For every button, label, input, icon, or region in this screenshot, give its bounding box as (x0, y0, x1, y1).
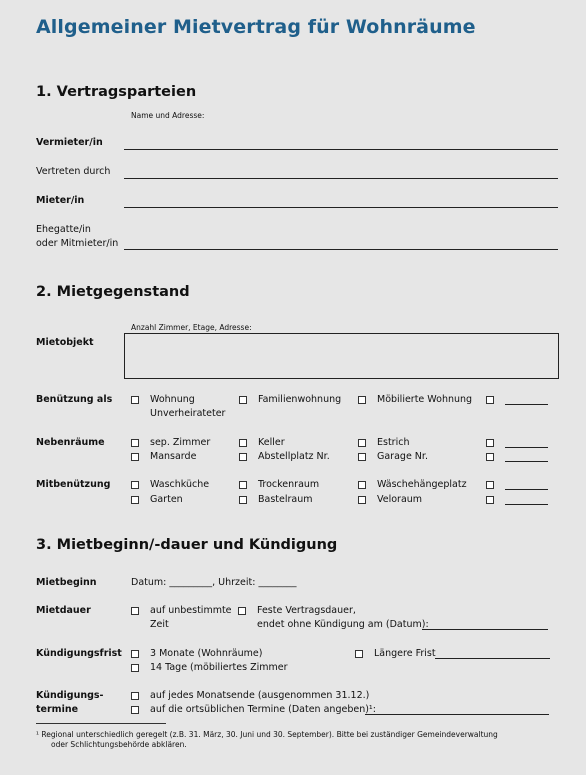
feste-vertragsdauer-date-field[interactable] (422, 629, 548, 630)
option-keller: Keller (258, 437, 285, 448)
mietdauer-label: Mietdauer (36, 605, 91, 616)
option-bastelraum: Bastelraum (258, 494, 313, 505)
kuendigungstermine-label-line1: Kündigungs- (36, 690, 104, 701)
footnote-line2: oder Schlichtungsbehörde abklären. (51, 740, 187, 749)
mietobjekt-hint: Anzahl Zimmer, Etage, Adresse: (131, 323, 252, 332)
option-sep-zimmer: sep. Zimmer (150, 437, 211, 448)
section-2-heading: 2. Mietgegenstand (36, 284, 190, 300)
nebenraeume-other-field-1[interactable] (505, 447, 548, 448)
mietobjekt-field[interactable] (124, 333, 559, 379)
option-garten: Garten (150, 494, 183, 505)
mieter-field[interactable] (124, 207, 558, 208)
option-moebilierte-wohnung: Möbilierte Wohnung (377, 394, 473, 405)
option-veloraum: Veloraum (377, 494, 423, 505)
checkbox-ortsuebliche-termine[interactable] (131, 706, 139, 714)
checkbox-veloraum[interactable] (358, 496, 366, 504)
checkbox-abstellplatz[interactable] (239, 453, 247, 461)
benuetzung-other-field[interactable] (505, 404, 548, 405)
checkbox-waschkueche[interactable] (131, 481, 139, 489)
checkbox-garage[interactable] (358, 453, 366, 461)
ehegatte-label-line1: Ehegatte/in (36, 224, 91, 235)
checkbox-sep-zimmer[interactable] (131, 439, 139, 447)
option-familienwohnung: Familienwohnung (258, 394, 342, 405)
checkbox-familienwohnung[interactable] (239, 396, 247, 404)
checkbox-mitbenuetzung-other-1[interactable] (486, 481, 494, 489)
kuendigungsfrist-label: Kündigungsfrist (36, 648, 122, 659)
section-1-heading: 1. Vertragsparteien (36, 84, 197, 100)
option-trockenraum: Trockenraum (258, 479, 320, 490)
kuendigungstermine-label-line2: termine (36, 704, 79, 715)
mitbenuetzung-label: Mitbenützung (36, 479, 111, 490)
option-14-tage: 14 Tage (möbiliertes Zimmer (150, 662, 288, 673)
option-estrich: Estrich (377, 437, 410, 448)
option-garage: Garage Nr. (377, 451, 428, 462)
vertreten-label: Vertreten durch (36, 166, 111, 177)
option-monatsende: auf jedes Monatsende (ausgenommen 31.12.) (150, 690, 370, 701)
option-ortsuebliche-termine: auf die ortsüblichen Termine (Daten angeben)¹: (150, 704, 376, 715)
checkbox-garten[interactable] (131, 496, 139, 504)
checkbox-wohnung[interactable] (131, 396, 139, 404)
ehegatte-field[interactable] (124, 249, 558, 250)
option-waeschehaengeplatz: Wäschehängeplatz (377, 479, 467, 490)
option-laengere-frist: Längere Frist (374, 648, 436, 659)
option-waschkueche: Waschküche (150, 479, 210, 490)
checkbox-nebenraeume-other-2[interactable] (486, 453, 494, 461)
vermieter-field[interactable] (124, 149, 558, 150)
option-3-monate: 3 Monate (Wohnräume) (150, 648, 263, 659)
name-address-hint: Name und Adresse: (131, 111, 205, 120)
checkbox-mitbenuetzung-other-2[interactable] (486, 496, 494, 504)
option-abstellplatz: Abstellplatz Nr. (258, 451, 330, 462)
laengere-frist-field[interactable] (435, 658, 550, 659)
ortsuebliche-termine-field[interactable] (365, 714, 549, 715)
checkbox-mansarde[interactable] (131, 453, 139, 461)
ehegatte-label-line2: oder Mitmieter/in (36, 238, 119, 249)
option-unverheirateter: Unverheirateter (150, 408, 226, 419)
mietbeginn-label: Mietbeginn (36, 577, 97, 588)
option-wohnung: Wohnung (150, 394, 195, 405)
mitbenuetzung-other-field-1[interactable] (505, 489, 548, 490)
checkbox-benuetzung-other[interactable] (486, 396, 494, 404)
checkbox-unbestimmte-zeit[interactable] (131, 607, 139, 615)
footnote-line1: ¹ Regional unterschiedlich geregelt (z.B. 31. März, 30. Juni und 30. September). Bitte bei zuständiger Gemeindeverwaltung (36, 730, 498, 739)
checkbox-trockenraum[interactable] (239, 481, 247, 489)
option-unbestimmte-zeit-line1: auf unbestimmte (150, 605, 232, 616)
option-feste-vertragsdauer-line1: Feste Vertragsdauer, (257, 605, 356, 616)
vermieter-label: Vermieter/in (36, 137, 103, 148)
section-3-heading: 3. Mietbeginn/-dauer und Kündigung (36, 537, 338, 553)
option-feste-vertragsdauer-line2: endet ohne Kündigung am (Datum): (257, 619, 429, 630)
mieter-label: Mieter/in (36, 195, 85, 206)
checkbox-estrich[interactable] (358, 439, 366, 447)
checkbox-feste-vertragsdauer[interactable] (238, 607, 246, 615)
mietobjekt-label: Mietobjekt (36, 337, 94, 348)
option-unbestimmte-zeit-line2: Zeit (150, 619, 169, 630)
option-mansarde: Mansarde (150, 451, 197, 462)
checkbox-waeschehaengeplatz[interactable] (358, 481, 366, 489)
nebenraeume-label: Nebenräume (36, 437, 105, 448)
vertreten-field[interactable] (124, 178, 558, 179)
checkbox-monatsende[interactable] (131, 692, 139, 700)
checkbox-moebilierte-wohnung[interactable] (358, 396, 366, 404)
checkbox-3-monate[interactable] (131, 650, 139, 658)
checkbox-14-tage[interactable] (131, 664, 139, 672)
checkbox-keller[interactable] (239, 439, 247, 447)
benuetzung-label: Benützung als (36, 394, 113, 405)
checkbox-bastelraum[interactable] (239, 496, 247, 504)
checkbox-nebenraeume-other-1[interactable] (486, 439, 494, 447)
nebenraeume-other-field-2[interactable] (505, 461, 548, 462)
document-title: Allgemeiner Mietvertrag für Wohnräume (36, 16, 476, 38)
footnote-divider (36, 723, 166, 724)
mietbeginn-date-time[interactable]: Datum: _________, Uhrzeit: ________ (131, 577, 297, 588)
mitbenuetzung-other-field-2[interactable] (505, 504, 548, 505)
checkbox-laengere-frist[interactable] (355, 650, 363, 658)
